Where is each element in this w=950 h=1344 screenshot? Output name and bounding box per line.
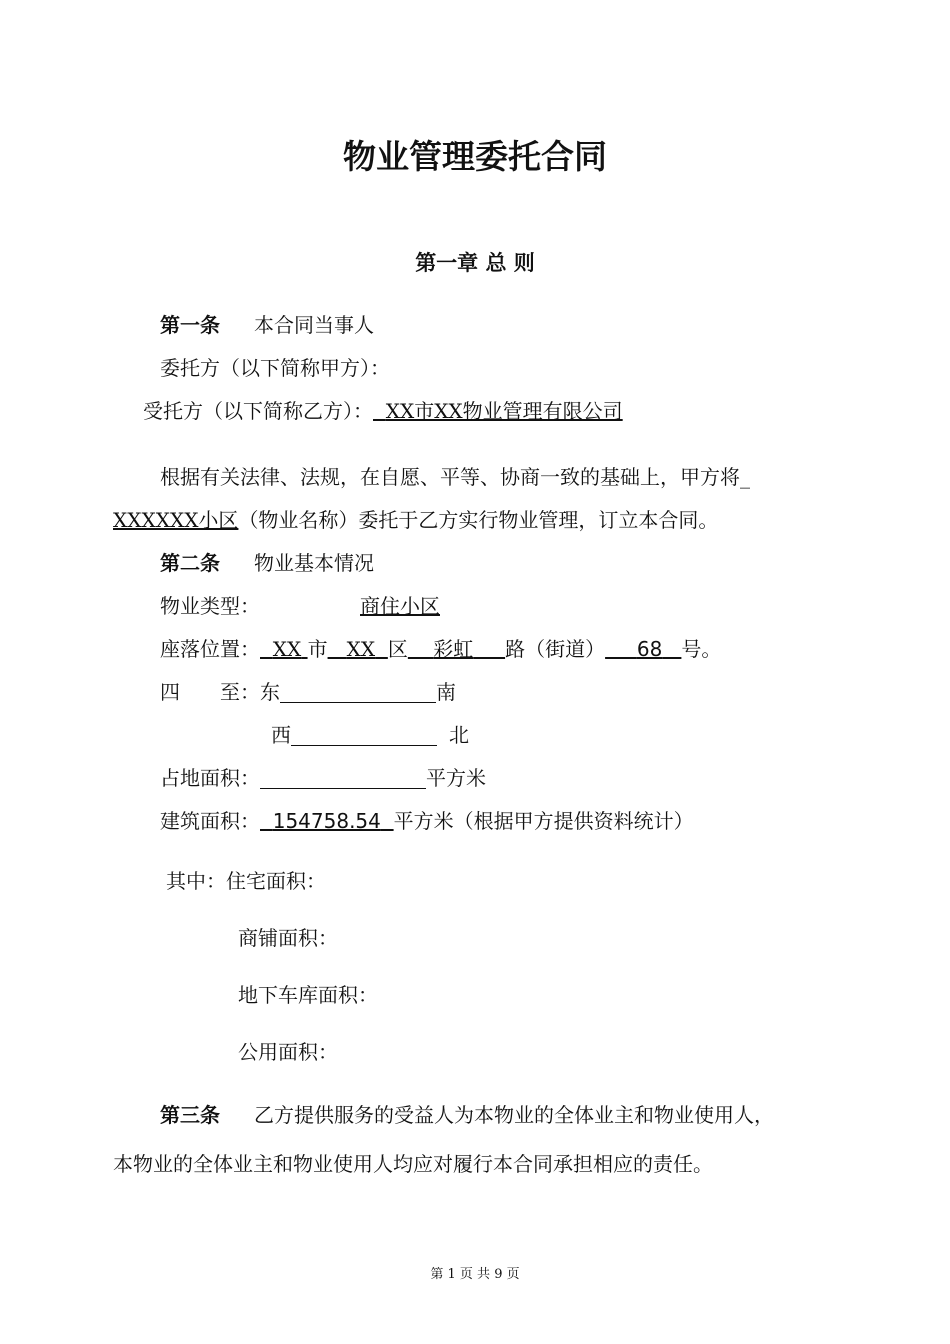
property-name: XXXXXX小区: [113, 508, 239, 532]
residential-area-line: 其中：住宅面积：: [166, 869, 326, 893]
land-area-line: [160, 764, 486, 792]
boundary-east: 东: [260, 680, 280, 704]
intro-line-2: [113, 506, 718, 534]
party-a-label: 委托方（以下简称甲方）：: [160, 356, 390, 380]
boundary-line-2: [271, 721, 469, 749]
district-value: XX: [346, 637, 376, 661]
article-3-line-1: [160, 1101, 774, 1129]
building-area-note: 平方米（根据甲方提供资料统计）: [393, 809, 694, 833]
boundary-north: 北: [449, 723, 469, 747]
article-3-heading: 第三条: [160, 1103, 220, 1127]
land-area-label: 占地面积：: [160, 766, 260, 790]
number-unit: 号。: [681, 637, 722, 661]
article-3-line-2: 本物业的全体业主和物业使用人均应对履行本合同承担相应的责任。: [113, 1152, 713, 1176]
building-area-value: 154758.54: [272, 809, 381, 833]
party-a-line: [160, 354, 390, 382]
boundary-west: 西: [271, 723, 291, 747]
building-area-label: 建筑面积：: [160, 809, 260, 833]
land-area-unit: 平方米: [426, 766, 486, 790]
road-value: 彩虹: [433, 637, 474, 661]
article-2-line: [160, 549, 374, 577]
garage-area-line: 地下车库面积：: [238, 983, 378, 1007]
west-blank: [291, 723, 437, 746]
article-2-text: 物业基本情况: [254, 551, 374, 575]
property-type-line: [160, 592, 440, 620]
boundary-south: 南: [436, 680, 456, 704]
road-unit: 路（街道）: [505, 637, 606, 661]
city-value: XX: [272, 637, 302, 661]
shop-area-line: 商铺面积：: [238, 926, 338, 950]
document-title: 物业管理委托合同: [343, 137, 607, 176]
city-unit: 市: [307, 637, 328, 661]
location-label: 座落位置：: [160, 637, 260, 661]
chapter-heading: 第一章 总 则: [415, 250, 535, 275]
page-footer: 第 1 页 共 9 页: [430, 1267, 520, 1282]
location-line: [160, 635, 721, 663]
east-blank: [280, 680, 436, 703]
party-b-label: 受托方（以下简称乙方）：: [143, 399, 373, 423]
boundary-line-1: [160, 678, 456, 706]
property-type-label: 物业类型：: [160, 594, 260, 618]
property-type-value: 商住小区: [360, 594, 440, 618]
intro-line-1: 根据有关法律、法规，在自愿、平等、协商一致的基础上，甲方将_: [160, 465, 750, 489]
district-unit: 区: [387, 637, 408, 661]
article-1-heading: 第一条: [160, 313, 220, 337]
party-b-value: XX市XX物业管理有限公司: [385, 399, 623, 423]
building-area-line: [160, 807, 694, 835]
boundary-label: 四 至：: [160, 680, 260, 704]
land-area-blank: [260, 766, 426, 789]
article-3-text: 乙方提供服务的受益人为本物业的全体业主和物业使用人，: [254, 1103, 774, 1127]
street-number-value: 68: [636, 637, 663, 661]
article-1-line: [160, 311, 374, 339]
article-2-heading: 第二条: [160, 551, 220, 575]
party-b-line: [143, 397, 623, 425]
public-area-line: 公用面积：: [238, 1040, 338, 1064]
intro-line-2-rest: （物业名称）委托于乙方实行物业管理，订立本合同。: [238, 508, 719, 532]
article-1-text: 本合同当事人: [254, 313, 374, 337]
